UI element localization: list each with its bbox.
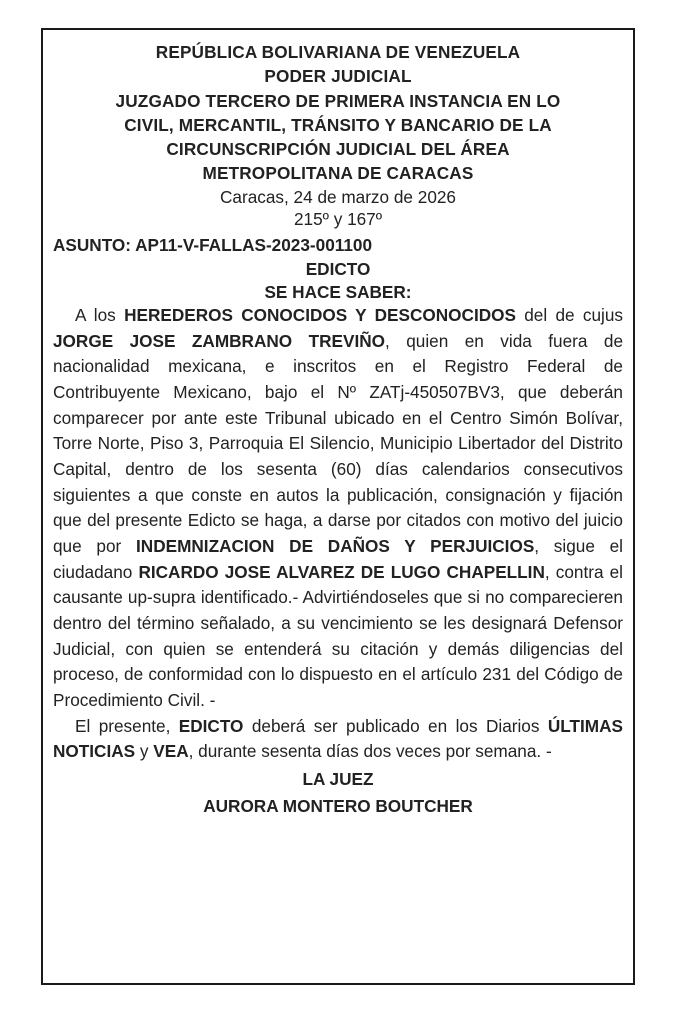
p1-text-3: , quien en vida fuera de nacionalidad mexicana, e inscritos en el Registro Federal de Contribuyente Mexicano, bajo el Nº ZATj-450507BV3, que deberán comparecer por ante este Tribunal ubicado en el Centro Simón Bolívar, Torre Norte, Piso 3, Parroquia El Silencio, Municipio Libertador del Distrito Capital, dentro de los sesenta (60) días calendarios consecutivos siguientes a que conste en autos la publicación, consignación y fijación que del presente Edicto se haga, a darse por citados con motivo del juicio que por [53,330,624,557]
paragraph-main [53,303,623,714]
p1-text-1: A los [75,305,125,326]
court-header [53,40,623,186]
p1-text-2: del de cujus [515,305,623,326]
p2-newspaper-1: ÚLTIMAS NOTICIAS [53,715,623,762]
p1-heirs: HEREDEROS CONOCIDOS Y DESCONOCIDOS [124,305,516,326]
p2-text-1: El presente, [75,715,179,736]
p1-deceased-name: JORGE JOSE ZAMBRANO TREVIÑO [53,330,386,351]
p2-text-3: y [135,741,154,762]
header-line-court-4: METROPOLITANA DE CARACAS [202,163,474,184]
p1-text-5: , contra el causante up-supra identificado.- Advirtiéndoseles que si no comparecieren dentro del término señalado, a su vencimiento se les designará Defensor Judicial, con quien se entenderá su citación y demás diligencias del proceso, de conformidad con lo dispuesto en el artículo 231 del Código de Procedimiento Civil. - [53,561,623,710]
header-line-court-2: CIVIL, MERCANTIL, TRÁNSITO Y BANCARIO DE LA [124,114,552,135]
p2-text-2: deberá ser publicado en los Diarios [243,715,548,736]
notice-date: Caracas, 24 de marzo de 2026 [220,186,456,207]
p1-text-4: , sigue el ciudadano [53,536,623,582]
se-hace-saber: SE HACE SABER: [264,281,412,302]
header-line-court-1: JUZGADO TERCERO DE PRIMERA INSTANCIA EN LO [115,90,561,111]
p2-text-4: , durante sesenta días dos veces por semana. - [188,741,552,762]
paragraph-publication [53,714,623,765]
p1-plaintiff-name: RICARDO JOSE ALVAREZ DE LUGO CHAPELLIN [138,561,545,582]
p2-edicto: EDICTO [178,715,244,736]
case-number: ASUNTO: AP11-V-FALLAS-2023-001100 [53,234,373,255]
edicto-title: EDICTO [305,258,371,279]
signature-block [53,766,623,820]
p1-claim-type: INDEMNIZACION DE DAÑOS Y PERJUICIOS [136,536,535,557]
p2-newspaper-2: VEA [153,741,189,762]
signature-title: LA JUEZ [302,768,374,789]
signature-name: AURORA MONTERO BOUTCHER [203,795,473,816]
header-line-court-3: CIRCUNSCRIPCIÓN JUDICIAL DEL ÁREA [166,139,510,160]
notice-years: 215º y 167º [293,209,383,230]
header-line-judicial-power: PODER JUDICIAL [264,66,412,87]
header-line-republic: REPÚBLICA BOLIVARIANA DE VENEZUELA [155,42,521,62]
edict-notice [41,28,635,985]
